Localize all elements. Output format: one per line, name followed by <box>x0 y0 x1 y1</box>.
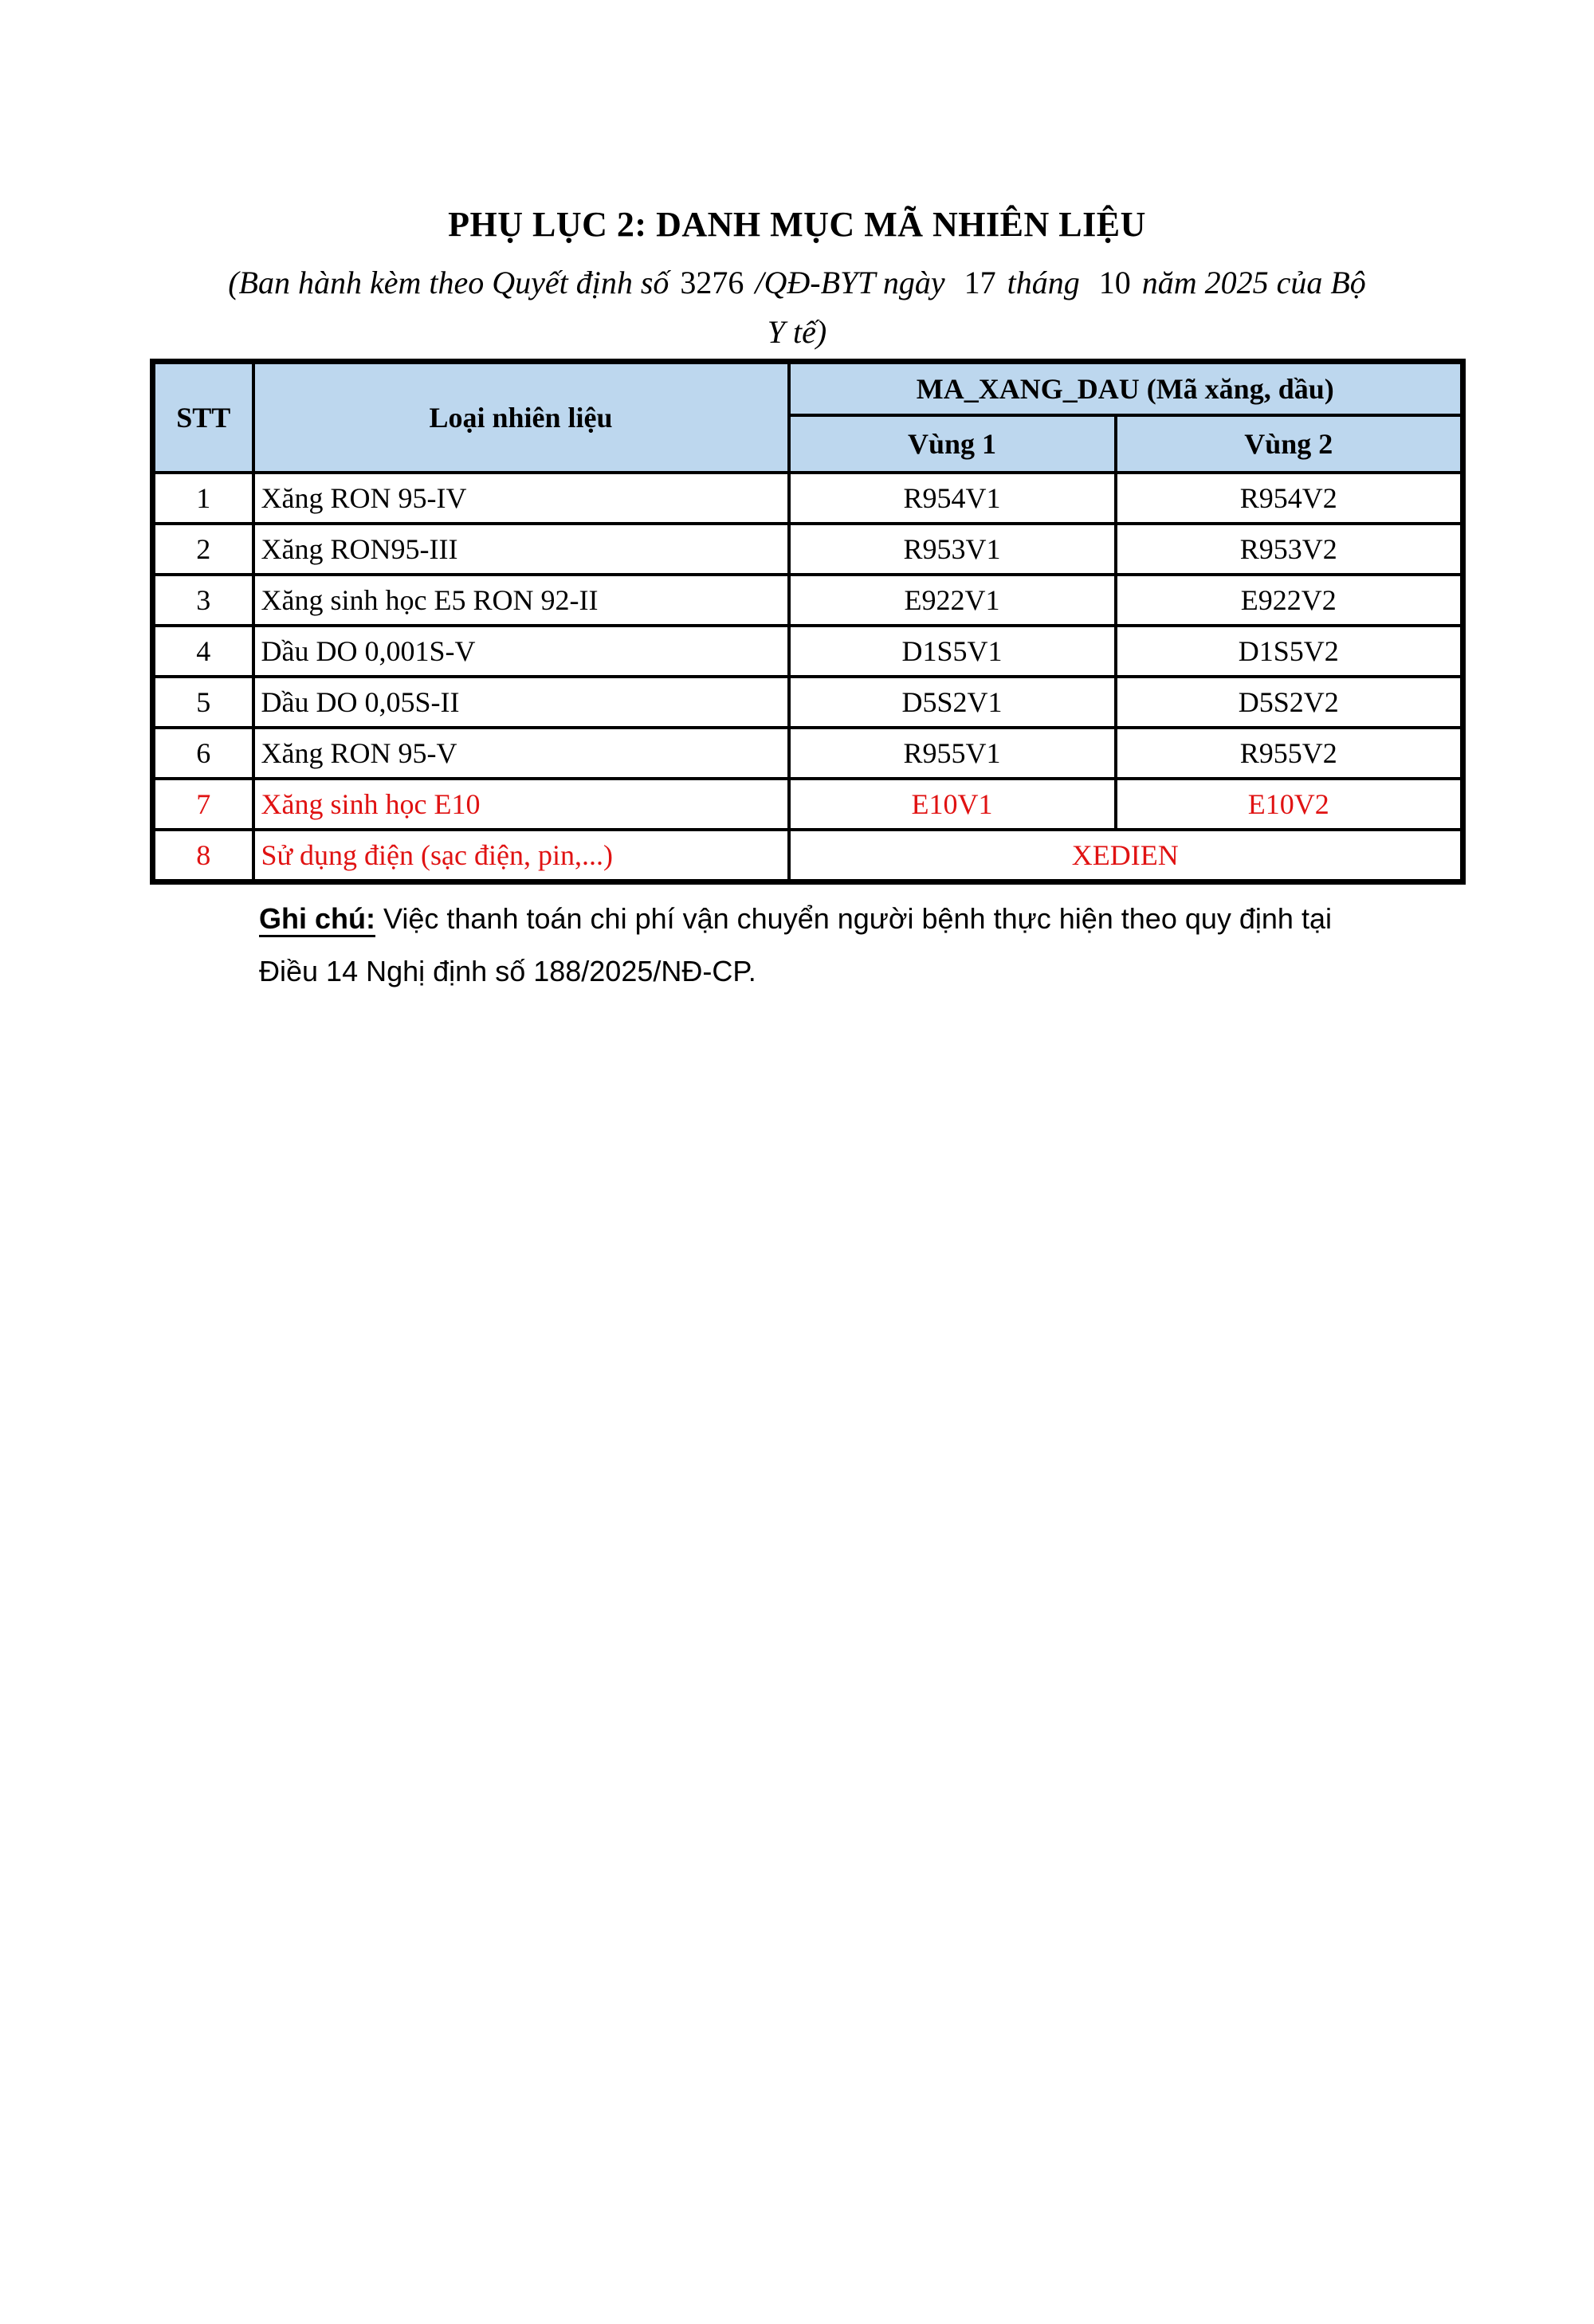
table-row <box>153 728 1463 779</box>
cell-stt: 6 <box>153 728 253 779</box>
note <box>259 893 1431 998</box>
cell-code-region2: R955V2 <box>1116 728 1463 779</box>
table-row <box>153 779 1463 830</box>
cell-code-region2: D1S5V2 <box>1116 626 1463 677</box>
subtitle-text-mid1: /QĐ-BYT ngày <box>755 265 945 300</box>
cell-stt: 7 <box>153 779 253 830</box>
subtitle <box>0 258 1594 357</box>
cell-code-region1: E10V1 <box>789 779 1116 830</box>
cell-code-region2: E10V2 <box>1116 779 1463 830</box>
header-fuel-type: Loại nhiên liệu <box>253 362 789 473</box>
header-stt: STT <box>153 362 253 473</box>
table-body <box>153 473 1463 882</box>
cell-stt: 2 <box>153 524 253 575</box>
page-title: PHỤ LỤC 2: DANH MỤC MÃ NHIÊN LIỆU <box>448 205 1146 244</box>
cell-code-region1: D5S2V1 <box>789 677 1116 728</box>
cell-code-region1: E922V1 <box>789 575 1116 626</box>
cell-code-region1: R955V1 <box>789 728 1116 779</box>
fuel-code-table <box>150 359 1466 885</box>
header-region-1: Vùng 1 <box>789 415 1116 473</box>
cell-code-region2: R954V2 <box>1116 473 1463 524</box>
table-row <box>153 524 1463 575</box>
cell-fuel-type: Xăng RON 95-IV <box>253 473 789 524</box>
table-row <box>153 626 1463 677</box>
header-code-group: MA_XANG_DAU (Mã xăng, dầu) <box>789 362 1463 416</box>
subtitle-text-mid2: tháng <box>1007 265 1080 300</box>
note-text-line1: Việc thanh toán chi phí vận chuyển người bệnh thực hiện theo quy định tại <box>383 902 1332 935</box>
cell-code-region2: D5S2V2 <box>1116 677 1463 728</box>
cell-code-region2: E922V2 <box>1116 575 1463 626</box>
cell-stt: 5 <box>153 677 253 728</box>
subtitle-text-tail: năm 2025 của Bộ <box>1141 265 1366 300</box>
header-region-2: Vùng 2 <box>1116 415 1463 473</box>
cell-code-merged: XEDIEN <box>789 830 1463 882</box>
cell-fuel-type: Xăng sinh học E5 RON 92-II <box>253 575 789 626</box>
cell-stt: 4 <box>153 626 253 677</box>
note-line-2: Điều 14 Nghị định số 188/2025/NĐ-CP. <box>259 955 756 987</box>
month-filled: 10 <box>1098 265 1131 300</box>
table-row <box>153 677 1463 728</box>
cell-code-region1: D1S5V1 <box>789 626 1116 677</box>
table-row <box>153 830 1463 882</box>
subtitle-line-2: Y tế) <box>767 314 827 350</box>
cell-fuel-type: Dầu DO 0,001S-V <box>253 626 789 677</box>
day-filled: 17 <box>964 265 996 300</box>
cell-fuel-type: Dầu DO 0,05S-II <box>253 677 789 728</box>
cell-code-region1: R954V1 <box>789 473 1116 524</box>
note-label: Ghi chú: <box>259 902 375 935</box>
subtitle-text-pre: (Ban hành kèm theo Quyết định số <box>228 265 669 300</box>
cell-code-region2: R953V2 <box>1116 524 1463 575</box>
table-row <box>153 575 1463 626</box>
note-line-1 <box>259 893 1431 945</box>
header-row-1 <box>153 362 1463 416</box>
decision-number-filled: 3276 <box>680 265 744 300</box>
cell-fuel-type: Xăng RON95-III <box>253 524 789 575</box>
cell-stt: 3 <box>153 575 253 626</box>
cell-fuel-type: Xăng sinh học E10 <box>253 779 789 830</box>
cell-fuel-type: Sử dụng điện (sạc điện, pin,...) <box>253 830 789 882</box>
cell-stt: 1 <box>153 473 253 524</box>
cell-code-region1: R953V1 <box>789 524 1116 575</box>
cell-stt: 8 <box>153 830 253 882</box>
table-row <box>153 473 1463 524</box>
cell-fuel-type: Xăng RON 95-V <box>253 728 789 779</box>
